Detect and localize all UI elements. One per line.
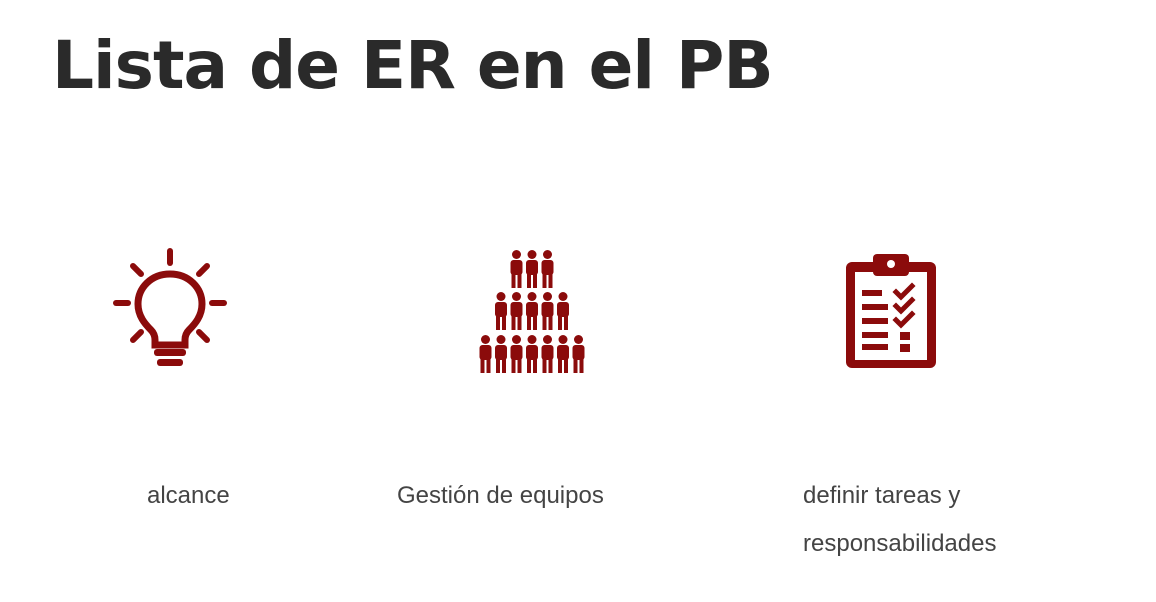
person-figure — [542, 292, 554, 330]
person-figure — [526, 292, 538, 330]
person-figure — [557, 335, 569, 373]
lightbulb-icon — [108, 244, 232, 376]
label-gestion-equipos: Gestión de equipos — [397, 482, 604, 509]
person-figure — [511, 292, 523, 330]
person-figure — [495, 292, 507, 330]
person-figure — [542, 250, 554, 288]
clipboard-checklist-icon — [842, 252, 940, 370]
label-alcance: alcance — [147, 482, 230, 509]
person-figure — [480, 335, 492, 373]
person-figure — [495, 335, 507, 373]
person-figure — [526, 250, 538, 288]
page-title: Lista de ER en el PB — [52, 27, 773, 104]
people-pyramid-icon — [474, 248, 590, 378]
person-figure — [526, 335, 538, 373]
person-figure — [557, 292, 569, 330]
label-definir-tareas-line1: definir tareas y — [803, 482, 961, 509]
label-definir-tareas-line2: responsabilidades — [803, 530, 997, 557]
person-figure — [573, 335, 585, 373]
person-figure — [542, 335, 554, 373]
person-figure — [511, 250, 523, 288]
person-figure — [511, 335, 523, 373]
label-definir-tareas — [803, 472, 996, 568]
